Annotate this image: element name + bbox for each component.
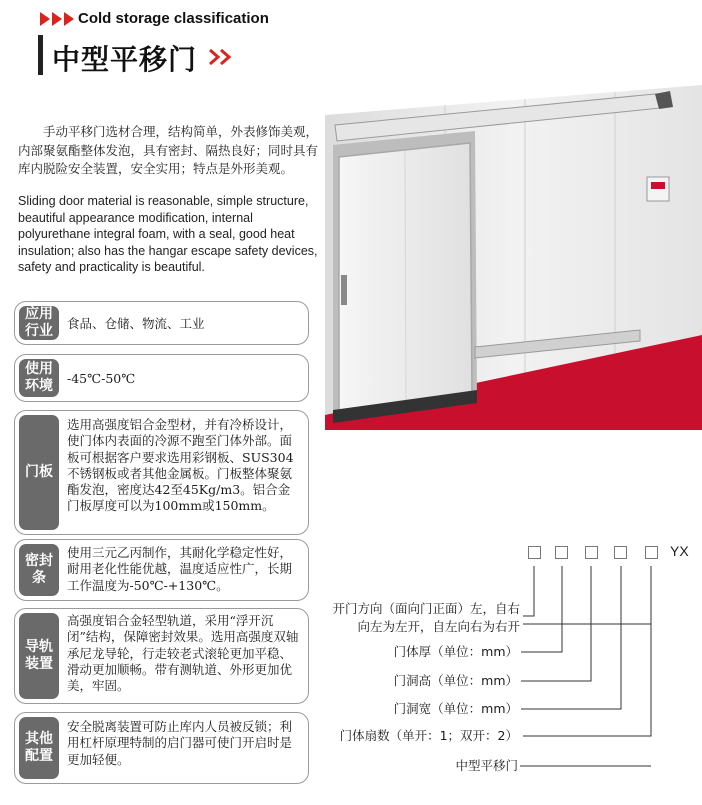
code-label-width: 门洞宽（单位：mm） bbox=[393, 701, 518, 716]
code-box-3 bbox=[585, 546, 598, 559]
code-label-product: 中型平移门 bbox=[455, 758, 518, 773]
spec-seal-strip bbox=[14, 539, 309, 601]
triple-arrow-icon bbox=[40, 12, 74, 26]
spec-label: 使用环境 bbox=[19, 359, 59, 397]
spec-label: 导轨装置 bbox=[19, 613, 59, 699]
code-label-height: 门洞高（单位：mm） bbox=[393, 673, 518, 688]
code-label-leaf-count: 门体扇数（单开：1；双开：2） bbox=[339, 728, 518, 743]
code-label-thickness: 门体厚（单位：mm） bbox=[393, 644, 518, 659]
title-accent-bar bbox=[38, 35, 43, 75]
intro-chinese: 手动平移门选材合理，结构简单，外表修饰美观，内部聚氨酯整体发泡，具有密封、隔热良好；同时具有库内脱险安全装置，安全实用；特点是外形美观。 bbox=[18, 124, 319, 176]
spec-label: 密封条 bbox=[19, 544, 59, 596]
code-box-5 bbox=[645, 546, 658, 559]
spec-guide-rail bbox=[14, 608, 309, 704]
intro-english: Sliding door material is reasonable, simple structure, beautiful appearance modification, internal polyurethane integral foam, with a seal, good heat insulation; also has the hangar escape safety devices, safety and practicality is beautiful. bbox=[18, 194, 318, 274]
code-suffix: YX bbox=[670, 543, 689, 559]
spec-door-panel bbox=[14, 410, 309, 535]
spec-label: 应用行业 bbox=[19, 306, 59, 340]
code-label-direction: 开门方向（面向门正面）左，自右向左为左开，自左向右为右开 bbox=[332, 601, 520, 634]
spec-text: -45℃-50℃ bbox=[67, 371, 136, 386]
section-title-english: Cold storage classification bbox=[78, 10, 269, 27]
spec-application-industry bbox=[14, 301, 309, 345]
sliding-door-photo bbox=[325, 85, 702, 430]
spec-text: 使用三元乙丙制作，其耐化学稳定性好，耐用老化性能优越，温度适应性广，长期工作温度为-50℃-+130℃。 bbox=[67, 545, 293, 593]
spec-text: 高强度铝合金轻型轨道，采用“浮开沉闭”结构，保障密封效果。选用高强度双轴承尼龙导轮，行走较老式滚轮更加平稳、滑动更加顺畅。带有测轨道、外形更加优美，牢固。 bbox=[67, 613, 299, 694]
spec-environment bbox=[14, 354, 309, 402]
page-title: 中型平移门 bbox=[52, 43, 198, 76]
spec-other-config bbox=[14, 712, 309, 784]
spec-text: 安全脱离装置可防止库内人员被反锁；利用杠杆原理特制的启门器可使门开启时是更加轻便。 bbox=[67, 719, 293, 767]
spec-text: 食品、仓储、物流、工业 bbox=[67, 316, 205, 331]
spec-label: 其他配置 bbox=[19, 717, 59, 779]
code-box-2 bbox=[555, 546, 568, 559]
spec-label: 门板 bbox=[19, 415, 59, 530]
code-box-4 bbox=[614, 546, 627, 559]
spec-text: 选用高强度铝合金型材，并有冷桥设计，使门体内表面的冷源不跑至门体外部。面板可根据客户要求选用彩钢板、SUS304不锈钢板或者其他金属板。门板整体聚氨酯发泡，密度达42至45Kg/m3。铝合金门板厚度可以为100mm或150mm。 bbox=[67, 417, 294, 514]
code-box-1 bbox=[528, 546, 541, 559]
double-chevron-icon bbox=[208, 47, 234, 67]
